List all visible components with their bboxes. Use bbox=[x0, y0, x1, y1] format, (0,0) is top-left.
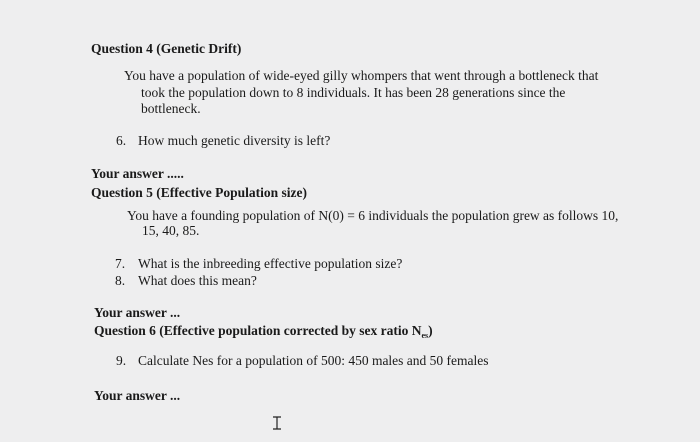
item-7-number: 7. bbox=[115, 256, 126, 271]
question-5-text-line-1: You have a founding population of N(0) = 6 individuals the population grew as follows 10, bbox=[127, 208, 619, 223]
item-7-question: What is the inbreeding effective population size? bbox=[138, 256, 403, 271]
item-8-number: 8. bbox=[115, 273, 126, 288]
question-6-title-subscript: es bbox=[421, 331, 429, 340]
item-9-number: 9. bbox=[116, 353, 127, 368]
question-5-answer[interactable]: Your answer ... bbox=[94, 305, 181, 320]
item-6-question: How much genetic diversity is left? bbox=[138, 133, 331, 148]
question-5-text-line-2: 15, 40, 85. bbox=[142, 223, 200, 238]
item-6-number: 6. bbox=[116, 133, 127, 148]
text-cursor-icon bbox=[272, 416, 282, 430]
question-4-text-line-3: bottleneck. bbox=[141, 101, 201, 116]
question-4-text-line-2: took the population down to 8 individuals. It has been 28 generations since the bbox=[141, 85, 566, 100]
item-9-question: Calculate Nes for a population of 500: 450 males and 50 females bbox=[138, 353, 489, 368]
question-6-title-text: Question 6 (Effective population corrected by sex ratio N bbox=[94, 323, 422, 338]
question-6-answer[interactable]: Your answer ... bbox=[94, 388, 181, 403]
question-6-title bbox=[94, 322, 433, 341]
item-8-question: What does this mean? bbox=[138, 273, 257, 288]
question-4-title: Question 4 (Genetic Drift) bbox=[91, 41, 242, 56]
question-4-text-line-1: You have a population of wide-eyed gilly whompers that went through a bottleneck that bbox=[124, 68, 599, 83]
question-5-title: Question 5 (Effective Population size) bbox=[91, 185, 307, 200]
question-6-title-close: ) bbox=[428, 323, 433, 338]
question-4-answer[interactable]: Your answer ..... bbox=[91, 166, 184, 181]
